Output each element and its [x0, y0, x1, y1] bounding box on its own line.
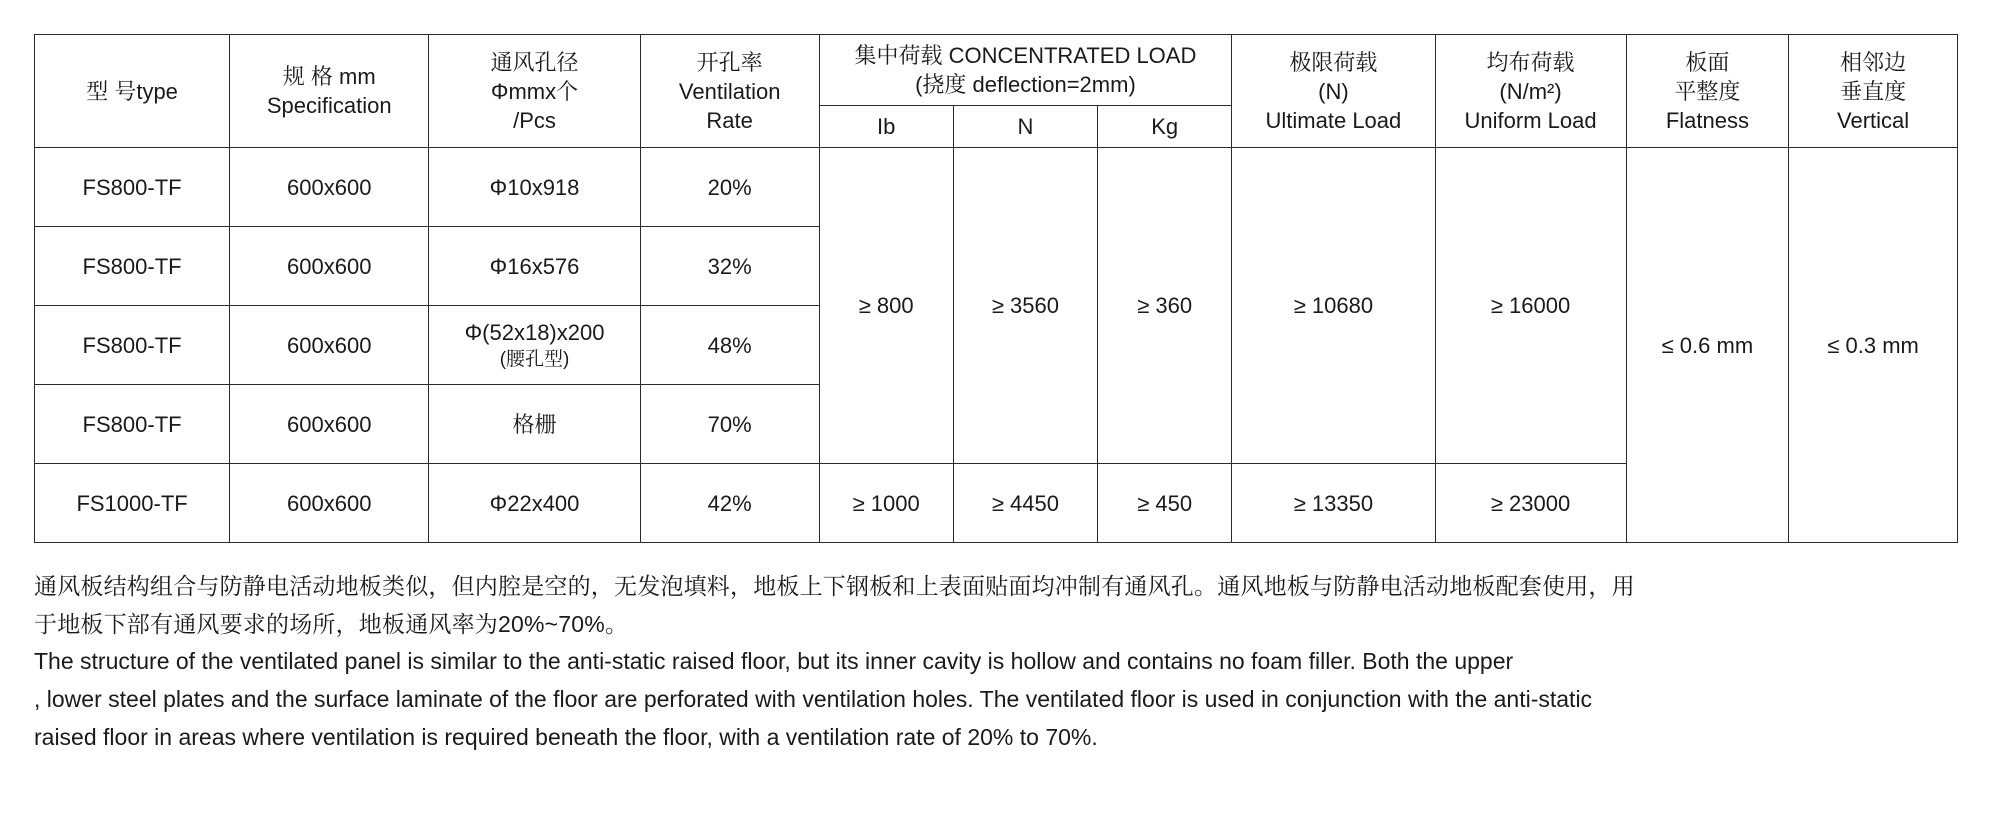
cell-type: FS800-TF — [35, 306, 230, 385]
cell-spec: 600x600 — [230, 385, 429, 464]
cell-concentrated-n: ≥ 3560 — [953, 148, 1097, 464]
header-uniform-load — [1435, 35, 1626, 148]
header-ultimate-load — [1232, 35, 1435, 148]
description-block — [34, 569, 1958, 755]
cell-ventilation: 32% — [640, 227, 819, 306]
header-concentrated-load — [819, 35, 1232, 106]
header-ventilation-rate — [640, 35, 819, 148]
cell-hole-note: (腰孔型) — [499, 349, 570, 371]
header-flatness-line2: 平整度 — [1674, 78, 1741, 104]
header-hole-diameter — [429, 35, 640, 148]
cell-hole: Φ16x576 — [429, 227, 640, 306]
header-uniform-line3: Uniform Load — [1464, 107, 1597, 133]
header-vent-line3: Rate — [706, 107, 753, 133]
cell-uniform: ≥ 16000 — [1435, 148, 1626, 464]
cell-hole — [429, 306, 640, 385]
header-flatness — [1626, 35, 1789, 148]
cell-ventilation: 48% — [640, 306, 819, 385]
description-cn-line1: 通风板结构组合与防静电活动地板类似，但内腔是空的，无发泡填料，地板上下钢板和上表面贴面均冲制有通风孔。通风地板与防静电活动地板配套使用，用 — [34, 573, 1635, 600]
table-header-row — [35, 35, 1958, 106]
description-en-line1: The structure of the ventilated panel is similar to the anti-static raised floor, but its inner cavity is hollow and contains no foam filler. Both the upper — [34, 648, 1514, 675]
cell-vertical: ≤ 0.3 mm — [1789, 148, 1958, 543]
cell-concentrated-n: ≥ 4450 — [953, 464, 1097, 543]
header-ultimate-line2: (N) — [1318, 78, 1349, 104]
header-hole-line2: Φmmx个 — [490, 78, 579, 104]
cell-type: FS800-TF — [35, 227, 230, 306]
header-uniform-line2: (N/m²) — [1499, 78, 1562, 104]
header-hole-line1: 通风孔径 — [490, 49, 579, 75]
cell-ultimate: ≥ 10680 — [1232, 148, 1435, 464]
cell-concentrated-kg: ≥ 360 — [1098, 148, 1232, 464]
cell-hole: Φ10x918 — [429, 148, 640, 227]
header-vent-line1: 开孔率 — [696, 49, 763, 75]
cell-spec: 600x600 — [230, 306, 429, 385]
cell-ventilation: 70% — [640, 385, 819, 464]
header-concentrated-kg: Kg — [1098, 106, 1232, 148]
cell-flatness: ≤ 0.6 mm — [1626, 148, 1789, 543]
cell-type: FS800-TF — [35, 385, 230, 464]
header-vertical-line1: 相邻边 — [1840, 49, 1907, 75]
header-flatness-line3: Flatness — [1665, 107, 1749, 133]
header-vertical-line3: Vertical — [1837, 107, 1910, 133]
header-vent-line2: Ventilation — [678, 78, 781, 104]
description-en-line2: , lower steel plates and the surface laminate of the floor are perforated with ventilation holes. The ventilated floor is used in conjunction with the anti-static — [34, 686, 1593, 713]
cell-ventilation: 42% — [640, 464, 819, 543]
header-concentrated-line1: 集中荷载 CONCENTRATED LOAD — [854, 43, 1197, 68]
description-en-line3: raised floor in areas where ventilation is required beneath the floor, with a ventilation rate of 20% to 70%. — [34, 723, 1098, 750]
header-vertical — [1789, 35, 1958, 148]
cell-spec: 600x600 — [230, 227, 429, 306]
header-type — [35, 35, 230, 148]
cell-hole: 格栅 — [429, 385, 640, 464]
header-hole-line3: /Pcs — [513, 107, 556, 133]
cell-concentrated-lb: ≥ 800 — [819, 148, 953, 464]
cell-spec: 600x600 — [230, 148, 429, 227]
header-uniform-line1: 均布荷载 — [1486, 49, 1575, 75]
header-concentrated-line2: (挠度 deflection=2mm) — [915, 72, 1136, 98]
cell-hole-main: Φ(52x18)x200 — [464, 320, 605, 346]
table-row — [35, 148, 1958, 227]
cell-uniform: ≥ 23000 — [1435, 464, 1626, 543]
header-concentrated-n: N — [953, 106, 1097, 148]
header-concentrated-lb: Ib — [819, 106, 953, 148]
header-vertical-line2: 垂直度 — [1840, 78, 1907, 104]
header-flatness-line1: 板面 — [1685, 49, 1730, 75]
cell-ultimate: ≥ 13350 — [1232, 464, 1435, 543]
cell-type: FS800-TF — [35, 148, 230, 227]
header-ultimate-line3: Ultimate Load — [1265, 107, 1402, 133]
header-type-line1: 型 号type — [86, 78, 178, 104]
cell-hole: Φ22x400 — [429, 464, 640, 543]
header-spec-line1: 规 格 mm — [282, 64, 376, 90]
header-ultimate-line1: 极限荷载 — [1289, 49, 1378, 75]
header-specification — [230, 35, 429, 148]
cell-type: FS1000-TF — [35, 464, 230, 543]
specification-table — [34, 34, 1958, 543]
cell-concentrated-kg: ≥ 450 — [1098, 464, 1232, 543]
cell-concentrated-lb: ≥ 1000 — [819, 464, 953, 543]
header-spec-line2: Specification — [266, 93, 392, 119]
cell-spec: 600x600 — [230, 464, 429, 543]
cell-ventilation: 20% — [640, 148, 819, 227]
description-cn-line2: 于地板下部有通风要求的场所，地板通风率为20%~70%。 — [34, 610, 629, 637]
